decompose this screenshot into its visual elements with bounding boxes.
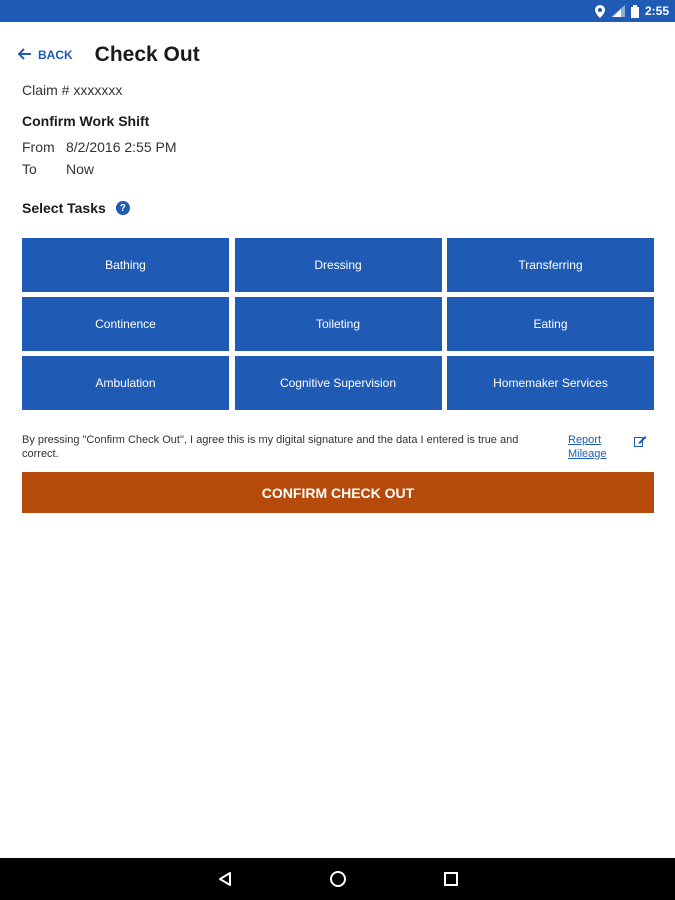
shift-from-row	[22, 139, 177, 155]
status-time: 2:55	[644, 4, 669, 18]
from-value: 8/2/2016 2:55 PM	[66, 139, 177, 155]
claim-number: Claim # xxxxxxx	[22, 82, 123, 98]
back-triangle-icon[interactable]	[215, 869, 235, 889]
task-button-eating[interactable]: Eating	[447, 297, 654, 351]
home-circle-icon[interactable]	[328, 869, 348, 889]
arrow-left-icon	[18, 48, 32, 63]
task-button-ambulation[interactable]: Ambulation	[22, 356, 229, 410]
signal-icon	[611, 5, 625, 17]
task-button-toileting[interactable]: Toileting	[235, 297, 442, 351]
help-icon[interactable]: ?	[116, 201, 130, 215]
battery-icon	[631, 5, 639, 18]
task-button-cognitive-supervision[interactable]: Cognitive Supervision	[235, 356, 442, 410]
task-grid	[22, 238, 654, 410]
status-icons	[595, 0, 669, 22]
shift-heading: Confirm Work Shift	[22, 113, 150, 129]
task-button-bathing[interactable]: Bathing	[22, 238, 229, 292]
task-button-transferring[interactable]: Transferring	[447, 238, 654, 292]
report-mileage-link[interactable]: Report Mileage	[568, 434, 607, 460]
to-label: To	[22, 161, 37, 177]
shift-to-row	[22, 161, 94, 177]
back-label: BACK	[38, 48, 73, 62]
tasks-heading	[22, 200, 130, 216]
task-button-continence[interactable]: Continence	[22, 297, 229, 351]
from-label: From	[22, 139, 55, 155]
navigation-bar	[0, 858, 675, 900]
status-bar	[0, 0, 675, 22]
to-value: Now	[66, 161, 95, 177]
task-button-dressing[interactable]: Dressing	[235, 238, 442, 292]
task-button-homemaker-services[interactable]: Homemaker Services	[447, 356, 654, 410]
agreement-text: By pressing "Confirm Check Out", I agree this is my digital signature and the data I entered is true and correct.	[22, 434, 519, 460]
edit-icon[interactable]	[634, 434, 647, 452]
confirm-check-out-button[interactable]: CONFIRM CHECK OUT	[22, 472, 654, 513]
tasks-heading-label: Select Tasks	[22, 200, 106, 216]
header	[18, 40, 200, 70]
recents-square-icon[interactable]	[441, 869, 461, 889]
back-button[interactable]	[18, 48, 73, 63]
location-icon	[595, 5, 605, 18]
page-title: Check Out	[94, 43, 200, 66]
